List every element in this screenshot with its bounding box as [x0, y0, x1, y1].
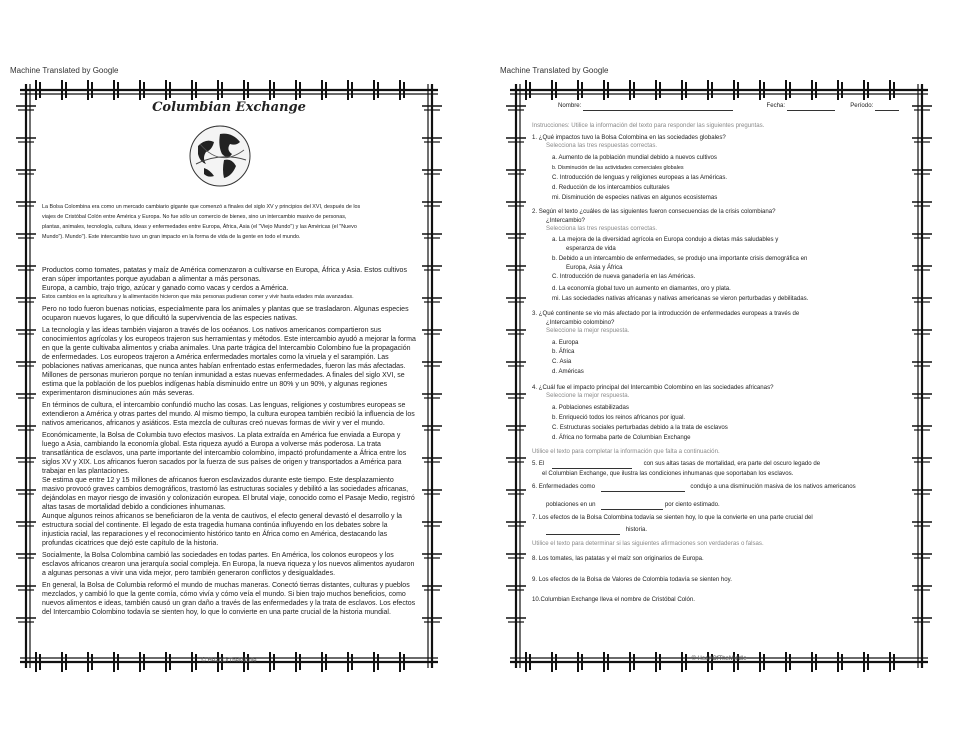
answer-option[interactable]: b. Disminución de las actividades comerciales globales — [552, 165, 684, 171]
date-field[interactable] — [787, 110, 835, 111]
q6-blank-2[interactable] — [601, 509, 663, 510]
q5-blank[interactable] — [552, 468, 632, 469]
question-1: 1. ¿Qué impactos tuvo la Bolsa Colombina en las sociedades globales? — [532, 134, 726, 141]
page-title: Columbian Exchange — [152, 100, 306, 115]
answer-option[interactable]: d. África no formaba parte de Columbian Exchange — [552, 434, 691, 441]
paragraph: Se estima que entre 12 y 15 millones de africanos fueron esclavizados durante este tiempo. Este desplazamiento masivo provocó graves cambios demográficos, trastornó las estructuras sociales y debilitó a las sociedades africanas, dejándolas en mayor riesgo de invasión y colonización europea. El brutal viaje, conocido como el Pasaje Medio, registró altas tasas de mortalidad debido a condiciones inhumanas. — [42, 477, 415, 511]
article-body — [42, 266, 416, 620]
answer-option[interactable]: b. África — [552, 348, 575, 355]
instructions: Instrucciones: Utilice la información del texto para responder las siguientes preguntas. — [532, 122, 765, 129]
answer-option[interactable]: b. Debido a un intercambio de enfermedades, se produjo una importante crisis demográfica en — [552, 255, 808, 262]
paragraph: Pero no todo fueron buenas noticias, especialmente para los animales y plantas que se trasladaron. Algunas especies ocuparon nuevos lugares, lo que dificultó la supervivencia de las especies nativas. — [42, 306, 409, 322]
question-7: 7. Los efectos de la Bolsa Colombina todavía se sienten hoy, lo que la convierte en una parte crucial del — [532, 514, 813, 521]
answer-option[interactable]: C. Asia — [552, 358, 572, 365]
question-6: 6. Enfermedades como condujo a una disminución masiva de los nativos americanos — [532, 483, 856, 490]
answer-option-cont: esperanza de vida — [566, 245, 616, 252]
paragraph: En general, la Bolsa de Columbia reformó el mundo de muchas maneras. Conectó tierras distantes, culturas y pueblos mezclados, y cambió lo que la gente comía, cómo vivía y cómo veía el mundo. Si bien trajo muchos beneficios, como nuevos alimentos e ideas, también causó un gran daño a través de las enfermedades y la trata de esclavos. Los efectos del Intercambio Colombino todavía se sienten hoy, lo que lo convierte en una parte crucial de la historia mundial. — [42, 582, 416, 616]
paragraph: Socialmente, la Bolsa Colombina cambió las sociedades en todas partes. En América, los colonos europeos y los esclavos africanos crearon una jerarquía social compleja. En Europa, la nueva riqueza y los nuevos alimentos ayudaron a algunas personas a vivir una vida mejor, pero también generaron conflictos y desigualdades. — [42, 552, 415, 577]
question-7-cont: historia. — [546, 526, 906, 535]
question-3-cont: ¿Intercambio colombino? — [546, 319, 615, 326]
answer-option[interactable]: d. Reducción de los intercambios culturales — [552, 184, 670, 191]
answer-option[interactable]: mi. Las sociedades nativas africanas y nativas americanas se vieron perturbadas y debilitadas. — [552, 295, 809, 302]
question-2-cont: ¿Intercambio? — [546, 217, 585, 224]
true-false-instructions: Utilice el texto para determinar si las siguientes afirmaciones son verdaderas o falsas. — [532, 540, 764, 547]
copyright-footer: © HeartOfTheMiddle — [691, 656, 747, 663]
answer-option[interactable]: a. Poblaciones estabilizadas — [552, 404, 629, 411]
answer-option[interactable]: d. La economía global tuvo un aumento en diamantes, oro y plata. — [552, 285, 731, 292]
worksheet-page — [502, 76, 936, 676]
question-10: 10.Columbian Exchange lleva el nombre de Cristóbal Colón. — [532, 596, 695, 603]
paragraph: Europa, a cambio, trajo trigo, azúcar y ganado como vacas y cerdos a América. — [42, 285, 289, 292]
answer-option[interactable]: C. Estructuras sociales perturbadas debido a la trata de esclavos — [552, 424, 728, 431]
fill-in-instructions: Utilice el texto para completar la información que falta a continuación. — [532, 448, 720, 455]
answer-option-cont: Europa, Asia y África — [566, 264, 623, 271]
copyright-footer: © HeartOfTheMiddle — [201, 658, 257, 664]
machine-translated-label: Machine Translated by Google — [500, 66, 609, 75]
answer-option[interactable]: a. Aumento de la población mundial debido a nuevos cultivos — [552, 154, 717, 161]
question-4: 4. ¿Cuál fue el impacto principal del Intercambio Colombino en las sociedades africanas? — [532, 384, 774, 391]
date-label: Fecha: — [766, 102, 786, 109]
paragraph: Estos cambios en la agricultura y la alimentación hicieron que más personas pudieran comer y vivir hasta edades más avanzadas. — [42, 294, 354, 300]
question-hint: Selecciona las tres respuestas correctas. — [546, 142, 658, 149]
name-field[interactable] — [583, 110, 733, 111]
question-5: 5. El con sus altas tasas de mortalidad, era parte del oscuro legado de — [532, 460, 821, 467]
question-hint: Selecciona las tres respuestas correctas. — [546, 225, 658, 232]
question-3: 3. ¿Qué continente se vio más afectado por la introducción de enfermedades europeas a través de — [532, 310, 800, 317]
answer-option[interactable]: C. Introducción de lenguas y religiones europeas a las Américas. — [552, 174, 728, 181]
question-hint: Seleccione la mejor respuesta. — [546, 327, 630, 334]
paragraph: En términos de cultura, el intercambio confundió mucho las cosas. Las lenguas, religiones y costumbres europeas se extendieron a América y otras partes del mundo. Al mismo tiempo, la cultura europea también recibió la influencia de los nativos americanos, africanos y asiáticos. Esta mezcla de culturas creó nuevas formas de vivir y ver el mundo. — [42, 402, 415, 427]
question-9: 9. Los efectos de la Bolsa de Valores de Colombia todavía se sienten hoy. — [532, 576, 732, 583]
paragraph: Aunque algunos reinos africanos se beneficiaron de la venta de cautivos, el efecto general devastó el desarrollo y la estructura social del continente. El legado de esta tragedia humana continúa influyendo en los debates sobre la injusticia racial, las reparaciones y el reconocimiento histórico tanto en África como en América, destacando las profundas cicatrices que dejó este capítulo de la historia. — [42, 513, 402, 547]
name-row — [558, 102, 906, 111]
answer-option[interactable]: b. Enriqueció todos los reinos africanos por igual. — [552, 414, 686, 421]
question-2: 2. Según el texto ¿cuáles de las siguientes fueron consecuencias de la crisis colombiana? — [532, 208, 776, 215]
answer-option[interactable]: d. Américas — [552, 368, 584, 375]
paragraph: Productos como tomates, patatas y maíz de América comenzaron a cultivarse en Europa, África y Asia. Estos cultivos eran súper importantes porque ayudaban a alimentar a más personas. — [42, 267, 407, 283]
name-label: Nombre: — [558, 102, 582, 109]
answer-option[interactable]: a. La mejora de la diversidad agrícola en Europa condujo a dietas más saludables y — [552, 236, 779, 243]
intro-paragraph: La Bolsa Colombina era como un mercado cambiario gigante que comenzó a finales del siglo XV y principios del XVI, después de los viajes de Cristóbal Colón entre América y Europa. No fue sólo un comercio de bienes, sino un intercambio masivo de personas, plantas, animales, tecnología, cultura, ideas y enfermedades entre Europa, África, Asia (el "Viejo Mundo") y las Américas (el "Nuevo Mundo"). Mundo"). Este intercambio tuvo un gran impacto en la forma de vida de la gente en todo el mundo. — [42, 204, 361, 240]
answer-option[interactable]: mi. Disminución de especies nativas en algunos ecosistemas — [552, 194, 718, 201]
paragraph: Económicamente, la Bolsa de Columbia tuvo efectos masivos. La plata extraída en América fue enviada a Europa y luego a Asia, cambiando la economía global. Esta riqueza ayudó a Europa a volverse más poderosa. La trata transatlántica de esclavos, una parte importante del intercambio colombino, impactó profundamente a África entre los siglos XV y XIX. Los africanos fueron sacados por la fuerza de sus países de origen y transportados a América para trabajar en las plantaciones. — [42, 432, 407, 475]
question-5-cont: el Columbian Exchange, que ilustra las condiciones inhumanas que soportaban los esclavos. — [542, 470, 794, 477]
q7-blank[interactable] — [546, 534, 620, 535]
paragraph: La tecnología y las ideas también viajaron a través de los océanos. Los nativos americanos compartieron sus conocimientos agrícolas y los europeos trajeron sus herramientas y métodos. Este intercambio ayudó a mejorar la forma en que la gente cultivaba alimentos y criaba animales. Una parte trágica del Intercambio Colombino fue la propagación de enfermedades. Los europeos trajeron a América enfermedades mortales como la viruela y el sarampión. Las poblaciones nativas americanas, que nunca antes habían enfrentado estas enfermedades, fueron las más afectadas. Millones de personas murieron porque no tenían inmunidad a estas nuevas enfermedades. A finales del siglo XVI, se estima que la población de los pueblos indígenas había disminuido entre un 80% y un 90%, y algunas regiones experimentaron disminuciones aún más severas. — [42, 327, 416, 397]
question-8: 8. Los tomates, las patatas y el maíz son originarios de Europa. — [532, 555, 704, 562]
question-6-cont: poblaciones en un por ciento estimado. — [546, 501, 720, 508]
answer-option[interactable]: C. Introducción de nueva ganadería en las Américas. — [552, 273, 696, 280]
globe-icon — [188, 124, 252, 188]
q6-blank-1[interactable] — [601, 491, 685, 492]
period-field[interactable] — [875, 110, 899, 111]
reading-page — [12, 76, 446, 676]
machine-translated-label: Machine Translated by Google — [10, 66, 119, 75]
period-label: Período: — [850, 102, 874, 109]
question-hint: Seleccione la mejor respuesta. — [546, 392, 630, 399]
answer-option[interactable]: a. Europa — [552, 339, 579, 346]
